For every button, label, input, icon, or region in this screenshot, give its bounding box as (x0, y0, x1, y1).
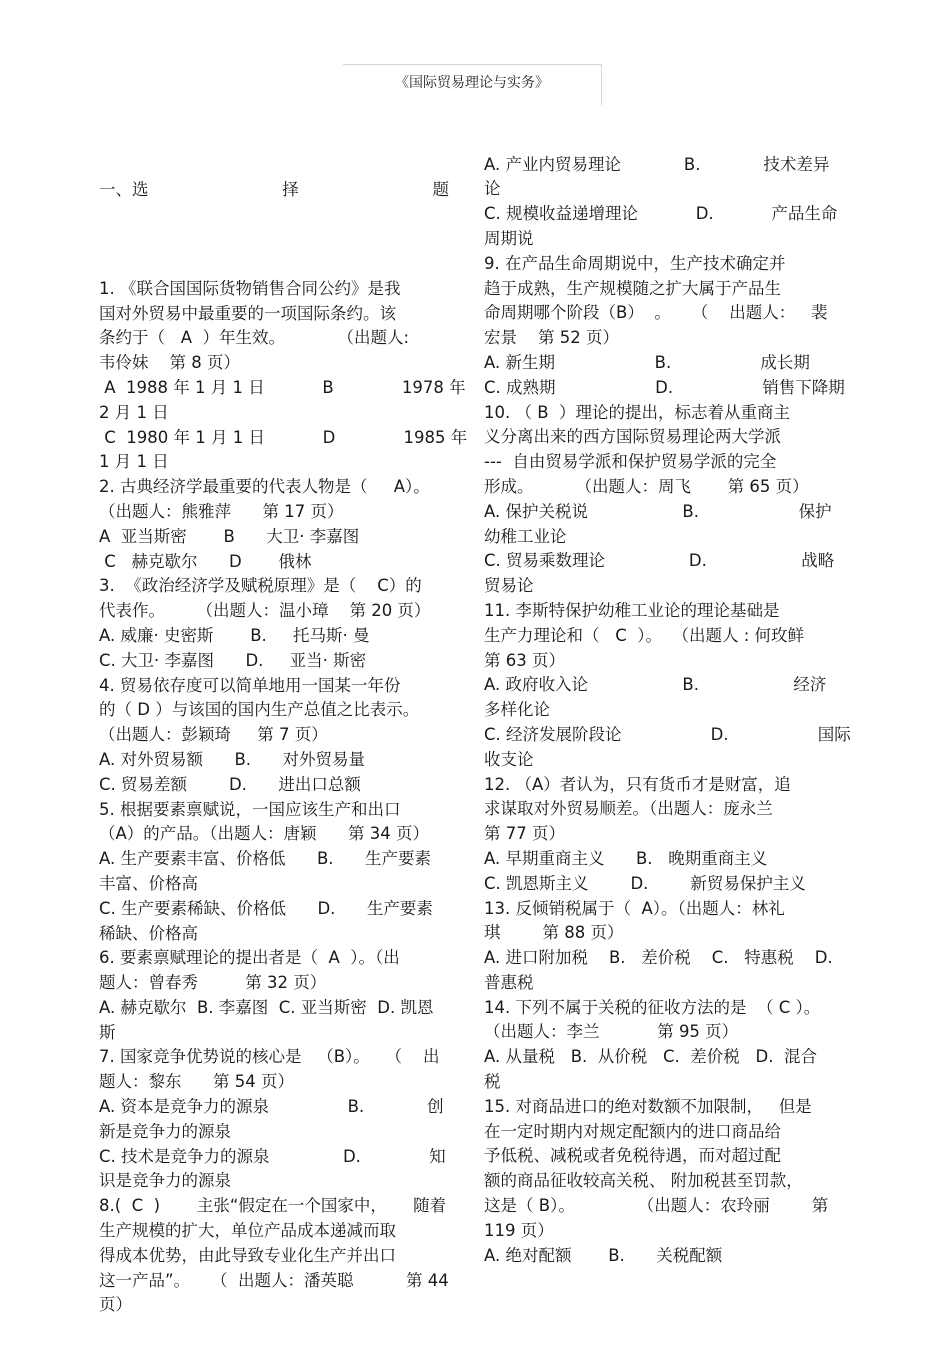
text-line: 论 (484, 179, 501, 199)
text-line: A. 进口附加税 B. 差价税 C. 特惠税 D. (484, 948, 833, 968)
text-line: A. 生产要素丰富、价格低 B. 生产要素 (99, 849, 431, 869)
text-line: C 赫克歇尔 D 俄林 (99, 551, 312, 571)
text-line: A. 早期重商主义 B. 晚期重商主义 (484, 848, 768, 868)
text-line: 4. 贸易依存度可以简单地用一国某一年份 (99, 675, 401, 695)
text-line: 题人：曾春秀 第 32 页） (99, 973, 327, 993)
text-line: 琪 第 88 页） (484, 923, 624, 943)
text-line: 斯 (99, 1022, 116, 1042)
text-line: 求谋取对外贸易顺差。（出题人：庞永兰 (484, 799, 773, 819)
text-line: 9. 在产品生命周期说中，生产技术确定并 (484, 253, 786, 273)
text-line: 2 月 1 日 (99, 402, 169, 422)
text-line: 丰富、价格高 (99, 873, 198, 893)
text-line: 贸易论 (484, 576, 534, 596)
text-line: （出题人：李兰 第 95 页） (484, 1022, 739, 1042)
text-line: 韦伶妹 第 8 页） (99, 353, 240, 373)
text-line: 10. （ B ）理论的提出，标志着从重商主 (484, 402, 791, 422)
text-line: C. 贸易差额 D. 进出口总额 (99, 774, 361, 794)
text-line: 形成。 （出题人：周飞 第 65 页） (484, 476, 809, 496)
text-line: 的（ D ）与该国的国内生产总值之比表示。 (99, 700, 420, 720)
text-line: 普惠税 (484, 972, 534, 992)
text-line: （A）的产品。（出题人：唐颖 第 34 页） (99, 824, 429, 844)
text-line: 7. 国家竞争优势说的核心是 （B）。 （ 出 (99, 1047, 440, 1067)
text-line: 收支论 (484, 749, 534, 769)
text-line: 周期说 (484, 228, 534, 248)
text-line: 3. 《政治经济学及赋税原理》是（ C）的 (99, 576, 422, 596)
text-line: 1 月 1 日 (99, 452, 169, 472)
text-line: 额的商品征收较高关税、 附加税甚至罚款， (484, 1171, 803, 1191)
text-line: 宏景 第 52 页） (484, 328, 619, 348)
text-line: 8.( C ) 主张“假定在一个国家中， 随着 (99, 1196, 447, 1216)
text-line: A. 威廉· 史密斯 B. 托马斯· 曼 (99, 625, 370, 645)
text-line: --- 自由贸易学派和保护贸易学派的完全 (484, 452, 777, 472)
text-line: A. 赫克歇尔 B. 李嘉图 C. 亚当斯密 D. 凯恩 (99, 997, 434, 1017)
text-line: 新是竞争力的源泉 (99, 1121, 231, 1141)
section-title-part: 一、选 (99, 179, 149, 199)
text-line: C. 成熟期 D. 销售下降期 (484, 377, 845, 397)
text-line: 这一产品”。 （ 出题人：潘英聪 第 44 (99, 1270, 449, 1290)
text-line: 13. 反倾销税属于（ A）。（出题人：林礼 (484, 898, 785, 918)
text-line (99, 252, 451, 277)
text-line: 生产力理论和（ C ）。 （出题人 : 何玫鲜 (484, 625, 805, 645)
text-line: 1. 《联合国国际货物销售合同公约》是我 (99, 278, 401, 298)
left-column (99, 128, 468, 1343)
text-line: 趋于成熟，生产规模随之扩大属于产品生 (484, 278, 781, 298)
text-line: A. 新生期 B. 成长期 (484, 352, 810, 372)
text-line: 生产规模的扩大，单位产品成本递减而取 (99, 1221, 396, 1241)
text-line: A. 产业内贸易理论 B. 技术差异 (484, 154, 830, 174)
text-line: 得成本优势，由此导致专业化生产并出口 (99, 1245, 396, 1265)
text-line: 识是竞争力的源泉 (99, 1171, 231, 1191)
text-line: 6. 要素禀赋理论的提出者是（ A ）。（出 (99, 948, 400, 968)
text-line: 多样化论 (484, 700, 550, 720)
text-line: 题人：黎东 第 54 页） (99, 1072, 294, 1092)
text-line: 第 77 页） (484, 824, 565, 844)
text-line: C. 经济发展阶段论 D. 国际 (484, 724, 851, 744)
text-line: 国对外贸易中最重要的一项国际条约。该 (99, 303, 396, 323)
text-line: 稀缺、价格高 (99, 923, 198, 943)
text-line: 14. 下列不属于关税的征收方法的是 （ C ）。 (484, 997, 821, 1017)
text-line: A. 政府收入论 B. 经济 (484, 675, 827, 695)
text-line: A. 绝对配额 B. 关税配额 (484, 1245, 723, 1265)
text-line: C. 技术是竞争力的源泉 D. 知 (99, 1146, 446, 1166)
text-line: A. 保护关税说 B. 保护 (484, 501, 832, 521)
text-line: A 1988 年 1 月 1 日 B 1978 年 (99, 377, 466, 397)
text-line: 在一定时期内对规定配额内的进口商品给 (484, 1121, 781, 1141)
text-line: （出题人：彭颖琦 第 7 页） (99, 725, 328, 745)
text-line: A. 资本是竞争力的源泉 B. 创 (99, 1097, 444, 1117)
section-title-part: 择 (282, 179, 299, 199)
text-line: 这是（ B）。 （出题人：农玲丽 第 (484, 1196, 829, 1216)
document-title: 《国际贸易理论与实务》 (395, 75, 549, 91)
text-line: 页） (99, 1295, 132, 1315)
text-line: 代表作。 （出题人：温小璋 第 20 页） (99, 601, 431, 621)
text-line: 义分离出来的西方国际贸易理论两大学派 (484, 427, 781, 447)
text-line: A. 从量税 B. 从价税 C. 差价税 D. 混合 (484, 1047, 817, 1067)
text-line: C. 凯恩斯主义 D. 新贸易保护主义 (484, 873, 806, 893)
text-line: 第 63 页） (484, 650, 565, 670)
text-line: A. 对外贸易额 B. 对外贸易量 (99, 749, 365, 769)
text-line: 2. 古典经济学最重要的代表人物是（ A）。 (99, 477, 430, 497)
text-line: 12. （A）者认为，只有货币才是财富，追 (484, 774, 791, 794)
text-line: C. 大卫· 李嘉图 D. 亚当· 斯密 (99, 650, 367, 670)
section-title-part: 题 (432, 179, 449, 199)
text-line: 11. 李斯特保护幼稚工业论的理论基础是 (484, 600, 780, 620)
text-line: 幼稚工业论 (484, 526, 567, 546)
text-line: C. 贸易乘数理论 D. 战略 (484, 551, 835, 571)
text-line: 条约于（ A ）年生效。 （出题人: (99, 328, 410, 348)
right-column (484, 103, 851, 1293)
text-line: 15. 对商品进口的绝对数额不加限制， 但是 (484, 1096, 812, 1116)
text-line: C 1980 年 1 月 1 日 D 1985 年 (99, 427, 468, 447)
text-line: C. 生产要素稀缺、价格低 D. 生产要素 (99, 898, 433, 918)
text-line: 予低税、减税或者免税待遇，而对超过配 (484, 1146, 781, 1166)
text-line: 命周期哪个阶段（B） 。 （ 出题人： 裴 (484, 303, 828, 323)
text-line: 119 页） (484, 1220, 554, 1240)
text-line: （出题人：熊雅萍 第 17 页） (99, 501, 344, 521)
text-line: 税 (484, 1072, 501, 1092)
section-title (99, 178, 449, 203)
text-line: C. 规模收益递增理论 D. 产品生命 (484, 204, 838, 224)
text-line: 5. 根据要素禀赋说，一国应该生产和出口 (99, 799, 401, 819)
text-line: A 亚当斯密 B 大卫· 李嘉图 (99, 526, 360, 546)
